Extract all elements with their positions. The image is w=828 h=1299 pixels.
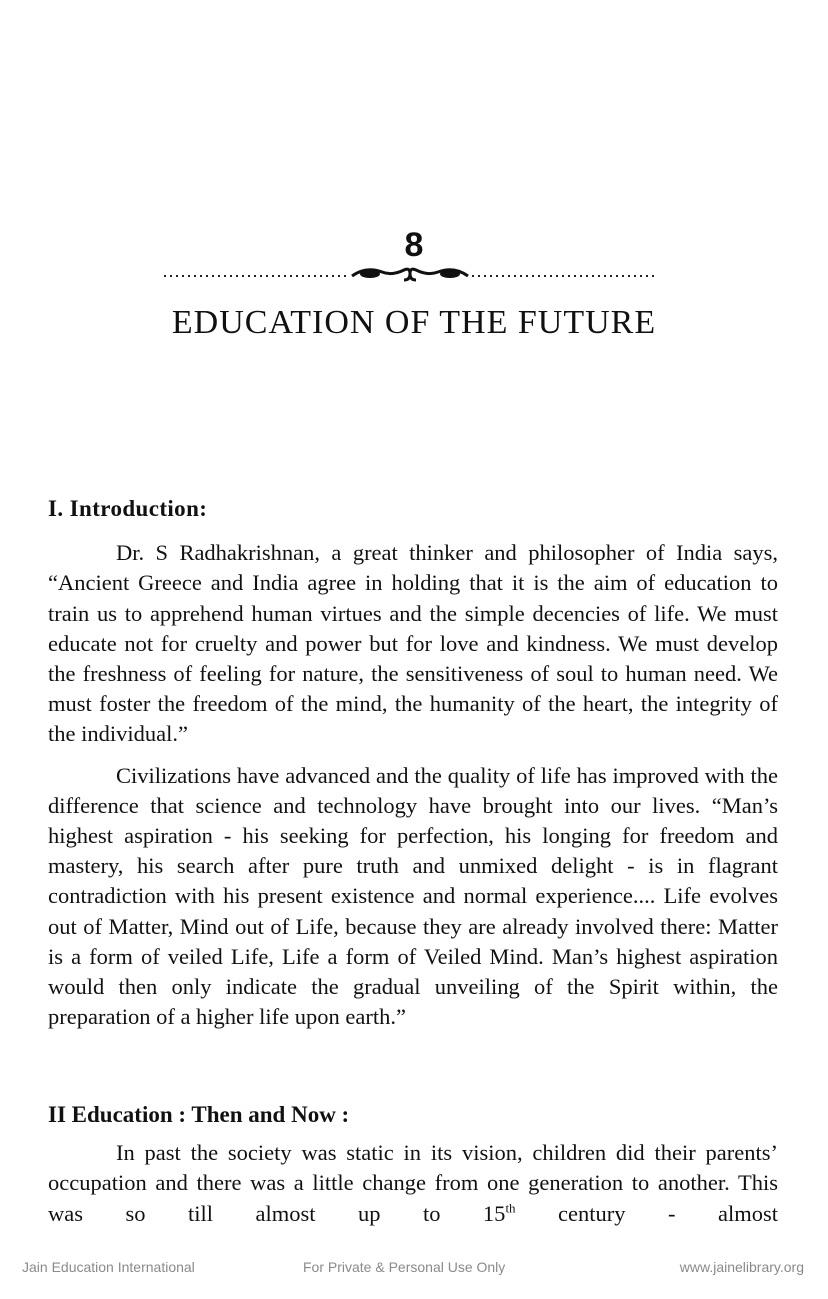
chapter-title: EDUCATION OF THE FUTURE bbox=[171, 304, 657, 341]
chapter-number: 8 bbox=[404, 226, 424, 264]
ornament-divider bbox=[160, 262, 660, 286]
paragraph: Dr. S Radhakrishnan, a great thinker and philosopher of India says, “Ancient Greece and India agree in holding that it is the aim of education to train us to apprehend human virtues and the simple decencies of life. We must educate not for cruelty and power but for love and kindness. We must develop the freshness of feeling for nature, the sensitiveness of soul to human need. We must foster the freedom of the mind, the humanity of the heart, the integrity of the individual.” bbox=[48, 540, 778, 747]
superscript: th bbox=[505, 1200, 516, 1216]
section-education-then-now bbox=[48, 1100, 778, 1229]
section-introduction bbox=[48, 494, 778, 1032]
heading-part: II Education : bbox=[48, 1102, 192, 1127]
paragraph: Civilizations have advanced and the quality of life has improved with the difference that science and technology have brought into our lives. “Man’s highest aspiration - his seeking for perfection, his longing for freedom and mastery, his search after pure truth and unmixed delight - is in flagrant contradiction with his present existence and normal experience.... Life evolves out of Matter, Mind out of Life, because they are already involved there: Matter is a form of veiled Life, Life a form of Veiled Mind. Man’s highest aspiration would then only indicate the gradual unveiling of the Spirit within, the preparation of a higher life upon earth.” bbox=[48, 762, 778, 1030]
footer-right: www.jainelibrary.org bbox=[679, 1259, 804, 1275]
paragraph-text: In past the society was static in its vision, children did their parents’ occupation and there was a little change from one generation to another. This was so till almost up to 15 bbox=[48, 1140, 778, 1226]
heading-part: Then and Now : bbox=[191, 1102, 350, 1127]
section-heading: I. Introduction: bbox=[48, 496, 208, 521]
paragraph-text: century - almost bbox=[515, 1200, 778, 1226]
page-footer bbox=[0, 1259, 828, 1279]
footer-left: Jain Education International bbox=[22, 1259, 195, 1275]
footer-center: For Private & Personal Use Only bbox=[303, 1259, 506, 1275]
section-heading bbox=[48, 1100, 778, 1130]
paragraph bbox=[48, 1138, 778, 1229]
